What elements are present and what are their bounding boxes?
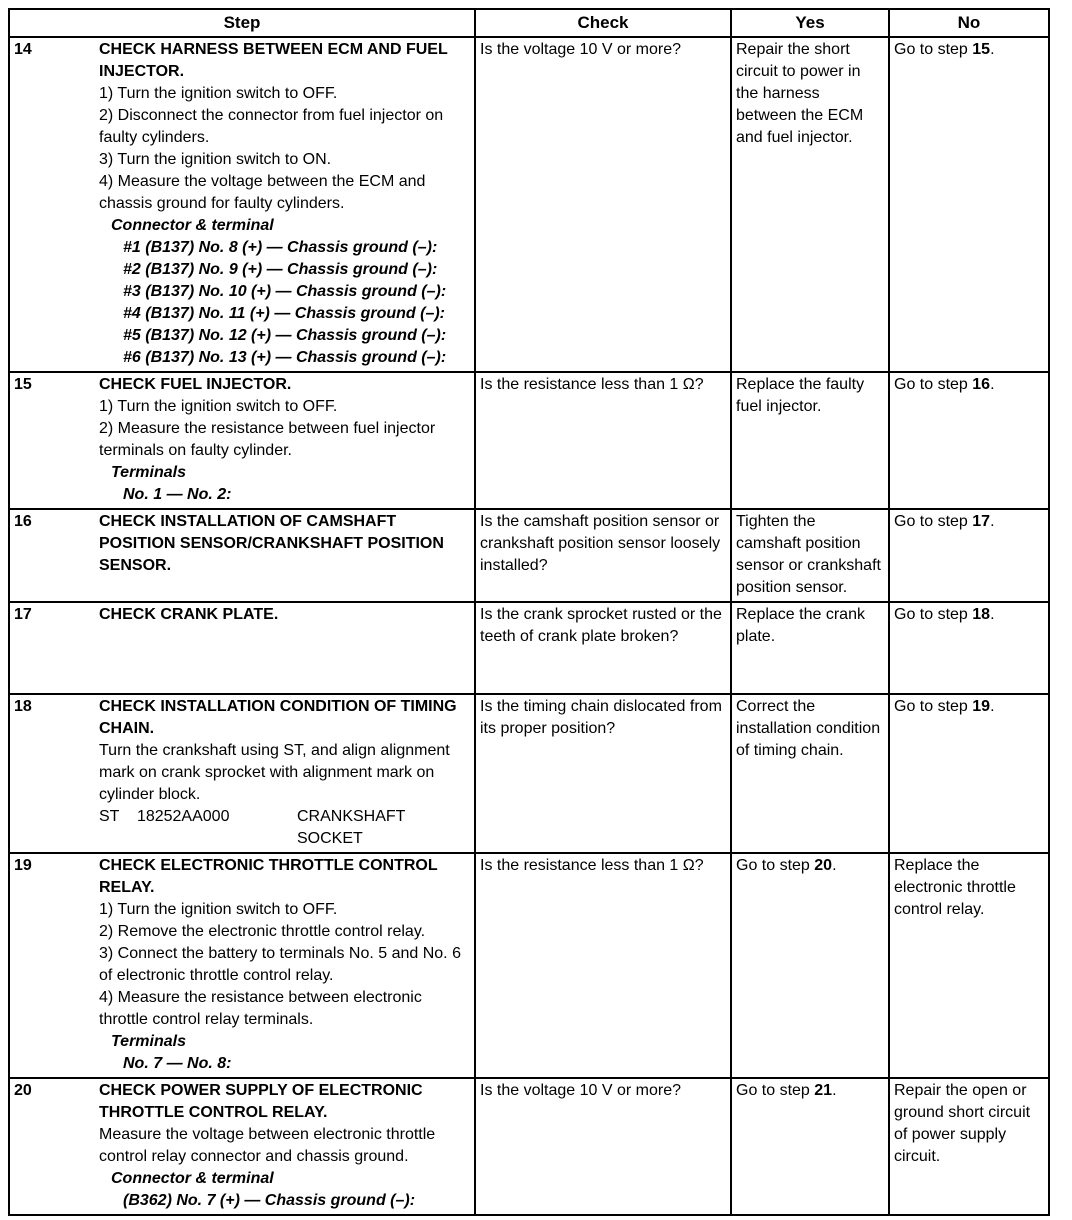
step-cell xyxy=(9,37,475,372)
step-cell xyxy=(9,1078,475,1215)
terminal-spec: #2 (B137) No. 9 (+) — Chassis ground (–): xyxy=(123,261,438,278)
header-row xyxy=(9,9,1049,37)
header-step: Step xyxy=(9,9,475,37)
step-instruction: 2) Remove the electronic throttle control relay. xyxy=(99,923,426,940)
step-instruction: 3) Connect the battery to terminals No. 5 and No. 6 of electronic throttle control relay. xyxy=(99,945,461,984)
no-cell: Replace the electronic throttle control relay. xyxy=(889,853,1049,1078)
no-cell: Go to step 16. xyxy=(889,372,1049,509)
step-title: CHECK POWER SUPPLY OF ELECTRONIC THROTTLE CONTROL RELAY. xyxy=(99,1082,423,1121)
step-title: CHECK INSTALLATION OF CAMSHAFT POSITION SENSOR/CRANKSHAFT POSITION SENSOR. xyxy=(99,513,444,574)
special-tool xyxy=(99,806,470,850)
step-number: 18 xyxy=(14,698,32,715)
step-number: 17 xyxy=(14,606,32,623)
step-instruction: 2) Disconnect the connector from fuel injector on faulty cylinders. xyxy=(99,107,444,146)
check-cell: Is the camshaft position sensor or crankshaft position sensor loosely installed? xyxy=(475,509,731,602)
step-instruction: 1) Turn the ignition switch to OFF. xyxy=(99,901,338,918)
yes-cell: Repair the short circuit to power in the harness between the ECM and fuel injector. xyxy=(731,37,889,372)
check-cell: Is the timing chain dislocated from its proper position? xyxy=(475,694,731,853)
check-cell: Is the voltage 10 V or more? xyxy=(475,37,731,372)
step-instruction: Measure the voltage between electronic throttle control relay connector and chassis ground. xyxy=(99,1126,436,1165)
terminal-spec: #5 (B137) No. 12 (+) — Chassis ground (–): xyxy=(123,327,447,344)
step-cell xyxy=(9,602,475,694)
sub-heading: Terminals xyxy=(111,1033,186,1050)
yes-cell: Replace the crank plate. xyxy=(731,602,889,694)
step-title: CHECK ELECTRONIC THROTTLE CONTROL RELAY. xyxy=(99,857,438,896)
table-body xyxy=(9,37,1049,1215)
sub-heading: Connector & terminal xyxy=(111,217,274,234)
step-instruction: Turn the crankshaft using ST, and align alignment mark on crank sprocket with alignment mark on cylinder block. xyxy=(99,742,450,803)
step-number: 19 xyxy=(14,857,32,874)
step-number: 15 xyxy=(14,376,32,393)
yes-cell: Go to step 20. xyxy=(731,853,889,1078)
step-instruction: 1) Turn the ignition switch to OFF. xyxy=(99,85,338,102)
sub-heading: Connector & terminal xyxy=(111,1170,274,1187)
step-title: CHECK INSTALLATION CONDITION OF TIMING CHAIN. xyxy=(99,698,457,737)
step-cell xyxy=(9,853,475,1078)
terminal-spec: (B362) No. 7 (+) — Chassis ground (–): xyxy=(123,1192,416,1209)
step-cell xyxy=(9,694,475,853)
step-number: 14 xyxy=(14,41,32,58)
check-cell: Is the resistance less than 1 Ω? xyxy=(475,853,731,1078)
terminal-spec: #3 (B137) No. 10 (+) — Chassis ground (–): xyxy=(123,283,447,300)
yes-cell: Replace the faulty fuel injector. xyxy=(731,372,889,509)
no-cell: Go to step 15. xyxy=(889,37,1049,372)
terminal-spec: #4 (B137) No. 11 (+) — Chassis ground (–): xyxy=(123,305,445,322)
step-number: 20 xyxy=(14,1082,32,1099)
table-row xyxy=(9,602,1049,694)
table-row xyxy=(9,509,1049,602)
yes-cell: Correct the installation condition of timing chain. xyxy=(731,694,889,853)
terminal-spec: #1 (B137) No. 8 (+) — Chassis ground (–): xyxy=(123,239,438,256)
header-yes: Yes xyxy=(731,9,889,37)
terminal-spec: No. 7 — No. 8: xyxy=(123,1055,232,1072)
table-row xyxy=(9,1078,1049,1215)
step-instruction: 4) Measure the voltage between the ECM and chassis ground for faulty cylinders. xyxy=(99,173,426,212)
check-cell: Is the resistance less than 1 Ω? xyxy=(475,372,731,509)
no-cell: Go to step 19. xyxy=(889,694,1049,853)
terminal-spec: #6 (B137) No. 13 (+) — Chassis ground (–): xyxy=(123,349,447,366)
step-instruction: 4) Measure the resistance between electronic throttle control relay terminals. xyxy=(99,989,422,1028)
step-number: 16 xyxy=(14,513,32,530)
step-title: CHECK CRANK PLATE. xyxy=(99,606,279,623)
step-instruction: 1) Turn the ignition switch to OFF. xyxy=(99,398,338,415)
step-instruction: 3) Turn the ignition switch to ON. xyxy=(99,151,332,168)
table-row xyxy=(9,37,1049,372)
yes-cell: Go to step 21. xyxy=(731,1078,889,1215)
step-title: CHECK FUEL INJECTOR. xyxy=(99,376,292,393)
table-row xyxy=(9,694,1049,853)
table-row xyxy=(9,372,1049,509)
check-cell: Is the voltage 10 V or more? xyxy=(475,1078,731,1215)
step-instruction: 2) Measure the resistance between fuel injector terminals on faulty cylinder. xyxy=(99,420,436,459)
no-cell: Go to step 17. xyxy=(889,509,1049,602)
no-cell: Repair the open or ground short circuit of power supply circuit. xyxy=(889,1078,1049,1215)
step-cell xyxy=(9,372,475,509)
no-cell: Go to step 18. xyxy=(889,602,1049,694)
terminal-spec: No. 1 — No. 2: xyxy=(123,486,232,503)
tool-name: CRANKSHAFT SOCKET xyxy=(297,808,406,847)
sub-heading: Terminals xyxy=(111,464,186,481)
step-cell xyxy=(9,509,475,602)
diagnostic-table xyxy=(8,8,1050,1216)
check-cell: Is the crank sprocket rusted or the teeth of crank plate broken? xyxy=(475,602,731,694)
table-row xyxy=(9,853,1049,1078)
tool-code: ST 18252AA000 xyxy=(99,808,230,825)
header-check: Check xyxy=(475,9,731,37)
header-no: No xyxy=(889,9,1049,37)
step-title: CHECK HARNESS BETWEEN ECM AND FUEL INJECTOR. xyxy=(99,41,448,80)
yes-cell: Tighten the camshaft position sensor or crankshaft position sensor. xyxy=(731,509,889,602)
